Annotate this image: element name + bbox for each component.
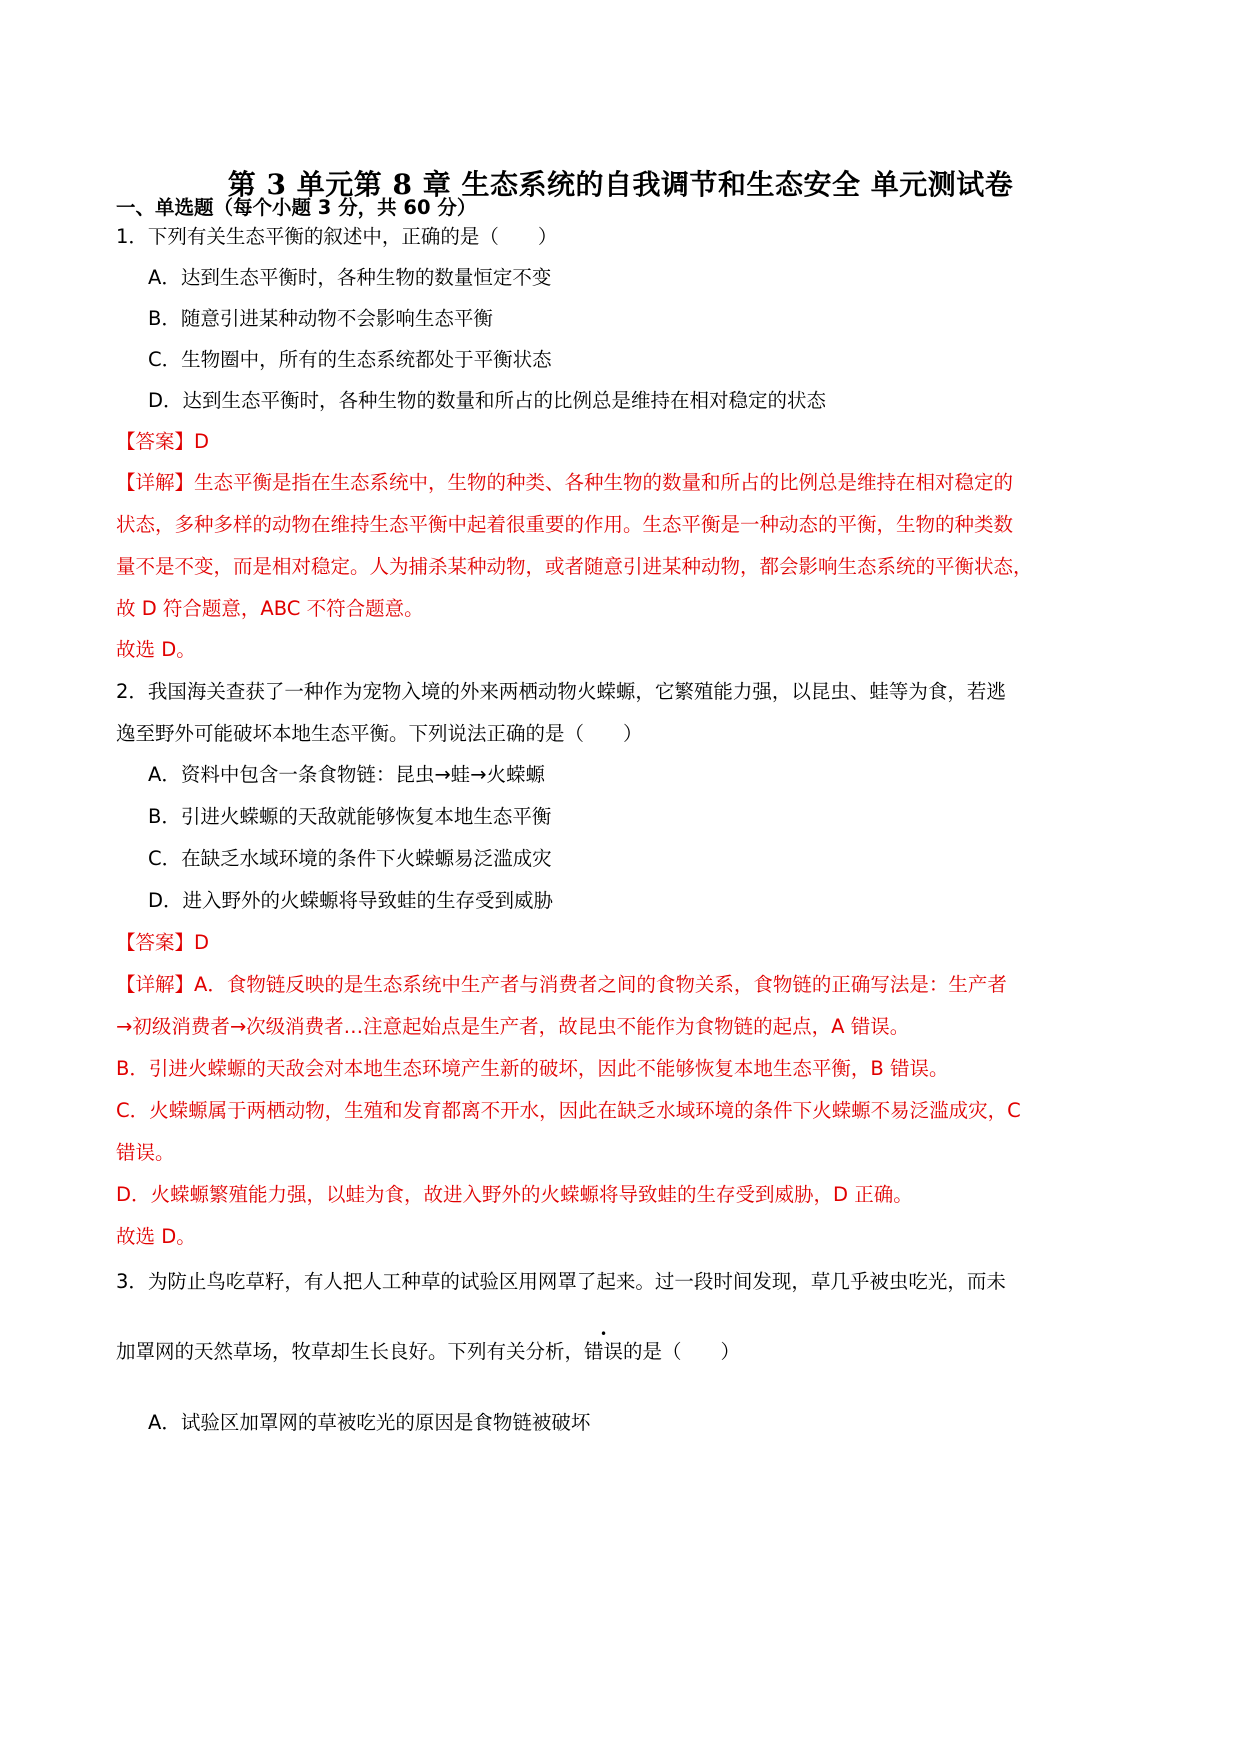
question-3-stem-post: 的是（ ） bbox=[623, 1340, 741, 1363]
section-heading: 一、单选题（每个小题 3 分，共 60 分） bbox=[116, 196, 477, 219]
question-2-stem-line: 逸至野外可能破坏本地生态平衡。下列说法正确的是（ ） bbox=[116, 722, 643, 745]
question-2-explain-line: C．火蝾螈属于两栖动物，生殖和发育都离不开水，因此在缺乏水域环境的条件下火蝾螈不易泛滥成灾，C bbox=[116, 1099, 1021, 1122]
question-2-stem-line: 2．我国海关查获了一种作为宠物入境的外来两栖动物火蝾螈，它繁殖能力强，以昆虫、蛙等为食，若逃 bbox=[116, 680, 1006, 703]
question-2-conclusion: 故选 D。 bbox=[116, 1225, 196, 1248]
question-1-explain-line: 【详解】生态平衡是指在生态系统中，生物的种类、各种生物的数量和所占的比例总是维持在相对稳定的 bbox=[116, 471, 1014, 494]
question-3-stem-line bbox=[116, 1338, 740, 1366]
question-2-explain-line: →初级消费者→次级消费者…注意起始点是生产者，故昆虫不能作为食物链的起点，A 错误。 bbox=[116, 1015, 910, 1038]
question-2-explain-line: 错误。 bbox=[116, 1141, 175, 1164]
question-3-option-a: A．试验区加罩网的草被吃光的原因是食物链被破坏 bbox=[148, 1411, 591, 1434]
page-title: 第 3 单元第 8 章 生态系统的自我调节和生态安全 单元测试卷 bbox=[227, 168, 1014, 201]
question-2-explain-line: 【详解】A．食物链反映的是生态系统中生产者与消费者之间的食物关系，食物链的正确写法是：生产者 bbox=[116, 973, 1007, 996]
question-1-explain-line: 状态，多种多样的动物在维持生态平衡中起着很重要的作用。生态平衡是一种动态的平衡，生物的种类数 bbox=[116, 513, 1014, 536]
question-3-stem-pre: 加罩网的天然草场，牧草却生长良好。下列有关分析， bbox=[116, 1340, 585, 1363]
question-1-option-a: A．达到生态平衡时，各种生物的数量恒定不变 bbox=[148, 266, 552, 289]
question-1-stem: 1．下列有关生态平衡的叙述中，正确的是（ ） bbox=[116, 225, 558, 248]
question-1-option-b: B．随意引进某种动物不会影响生态平衡 bbox=[148, 307, 493, 330]
question-1-answer: 【答案】D bbox=[116, 430, 210, 453]
question-1-explain-line: 故 D 符合题意，ABC 不符合题意。 bbox=[116, 597, 424, 620]
question-2-explain-line: D．火蝾螈繁殖能力强，以蛙为食，故进入野外的火蝾螈将导致蛙的生存受到威胁，D 正确。 bbox=[116, 1183, 913, 1206]
question-2-option-c: C．在缺乏水域环境的条件下火蝾螈易泛滥成灾 bbox=[148, 847, 552, 870]
question-1-option-c: C．生物圈中，所有的生态系统都处于平衡状态 bbox=[148, 348, 552, 371]
question-1-explain-line: 量不是不变，而是相对稳定。人为捕杀某种动物，或者随意引进某种动物，都会影响生态系统的平衡状态， bbox=[116, 555, 1033, 578]
question-1-conclusion: 故选 D。 bbox=[116, 638, 196, 661]
question-2-option-b: B．引进火蝾螈的天敌就能够恢复本地生态平衡 bbox=[148, 805, 552, 828]
question-3-stem-line: 3．为防止鸟吃草籽，有人把人工种草的试验区用网罩了起来。过一段时间发现，草几乎被虫吃光，而未 bbox=[116, 1270, 1006, 1293]
question-2-answer: 【答案】D bbox=[116, 931, 210, 954]
question-2-option-d: D．进入野外的火蝾螈将导致蛙的生存受到威胁 bbox=[148, 889, 554, 912]
question-2-option-a: A．资料中包含一条食物链：昆虫→蛙→火蝾螈 bbox=[148, 763, 546, 786]
question-3-emphasis: 错误 bbox=[584, 1340, 624, 1363]
question-1-option-d: D．达到生态平衡时，各种生物的数量和所占的比例总是维持在相对稳定的状态 bbox=[148, 389, 827, 412]
question-2-explain-line: B．引进火蝾螈的天敌会对本地生态环境产生新的破坏，因此不能够恢复本地生态平衡，B 错误。 bbox=[116, 1057, 949, 1080]
